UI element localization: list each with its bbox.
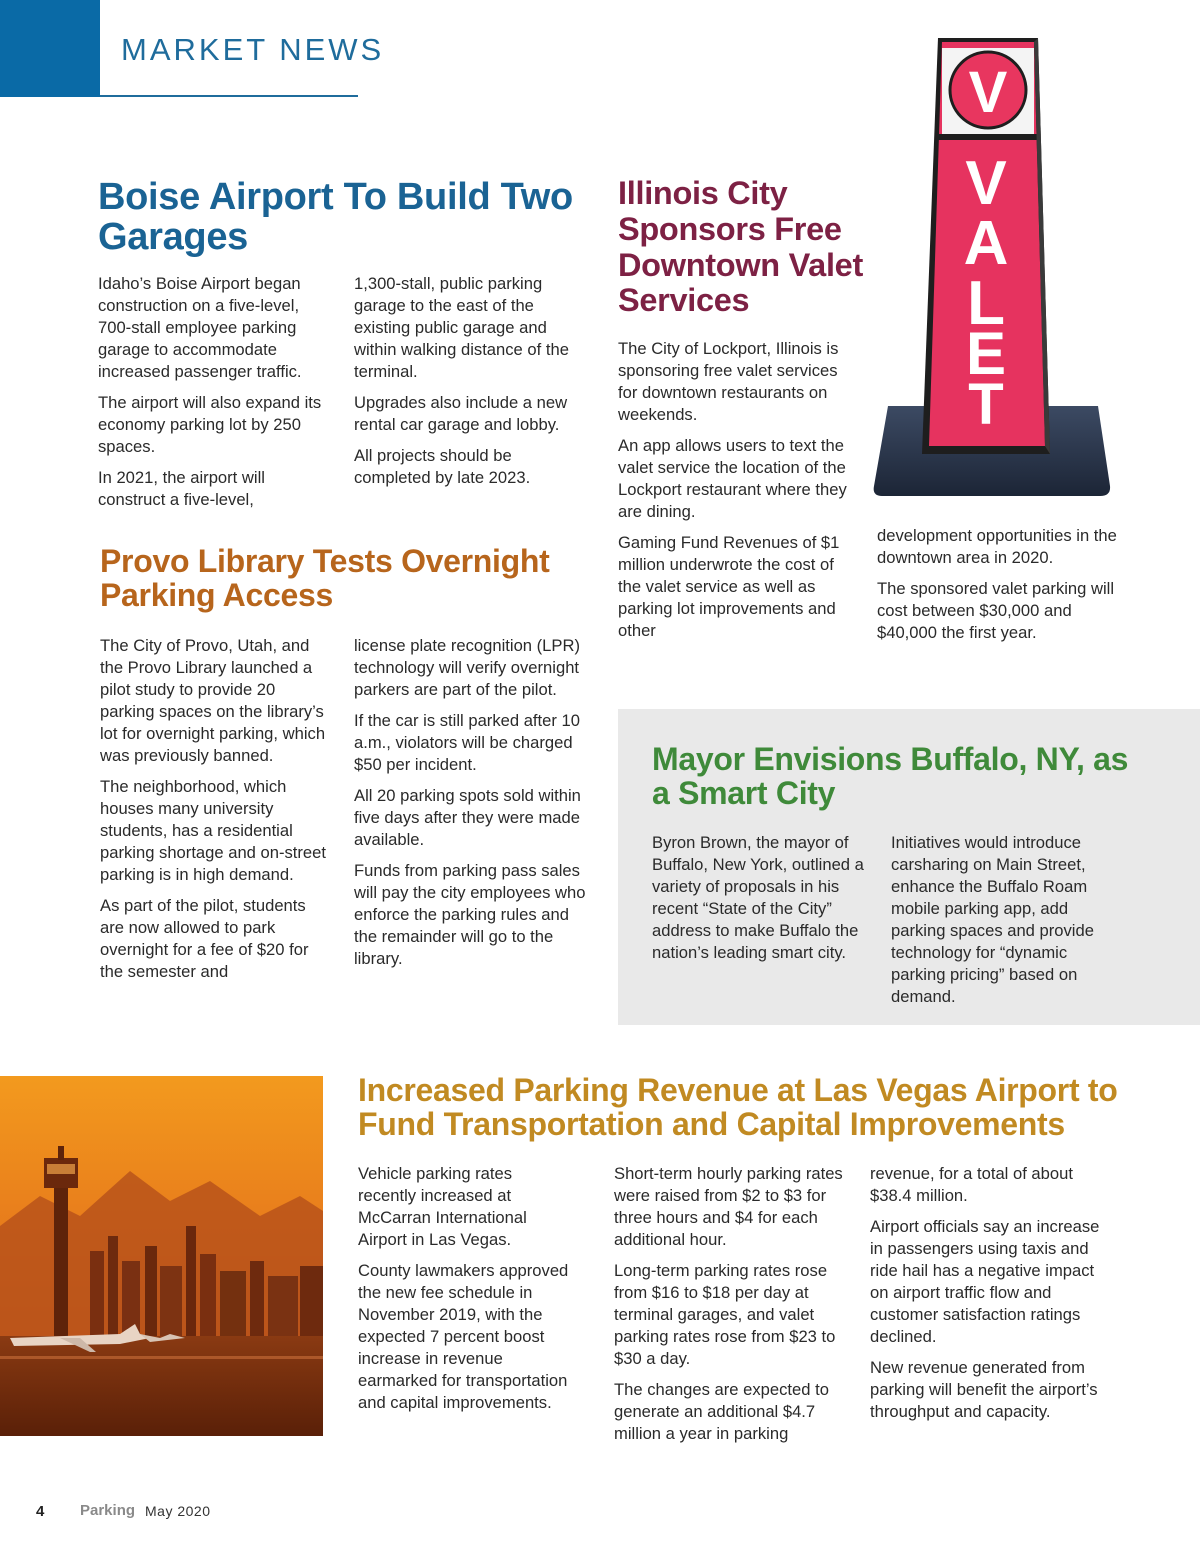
paragraph: 1,300-stall, public parking garage to the east of the existing public garage and within walking distance of the terminal.: [354, 274, 569, 381]
paragraph: license plate recognition (LPR) technology will verify overnight parkers are part of the pilot.: [354, 636, 580, 699]
paragraph: Upgrades also include a new rental car garage and lobby.: [354, 393, 568, 434]
lasvegas-column-1: [358, 1163, 570, 1423]
magazine-name: Parking: [80, 1502, 136, 1519]
paragraph: As part of the pilot, students are now allowed to park overnight for a fee of $20 for the semester and: [100, 896, 309, 981]
paragraph: Byron Brown, the mayor of Buffalo, New York, outlined a variety of proposals in his recent “State of the City” address to make Buffalo the nation’s leading smart city.: [652, 833, 864, 962]
illinois-column-1: [618, 338, 852, 651]
sign-letter: V: [968, 60, 1008, 125]
paragraph: development opportunities in the downtown area in 2020.: [877, 526, 1117, 567]
lasvegas-column-3: [870, 1163, 1106, 1432]
paragraph: The changes are expected to generate an additional $4.7 million a year in parking: [614, 1380, 829, 1443]
sign-letter: A: [963, 209, 1009, 278]
valet-sign-photo: [868, 34, 1118, 504]
paragraph: In 2021, the airport will construct a five-level,: [98, 468, 265, 509]
paragraph: County lawmakers approved the new fee schedule in November 2019, with the expected 7 percent boost increase in revenue earmarked for transportation and capital improvements.: [358, 1261, 569, 1412]
sign-letter: E: [965, 320, 1007, 387]
boise-headline: Boise Airport To Build Two Garages: [98, 176, 573, 258]
paragraph: revenue, for a total of about $38.4 million.: [870, 1164, 1073, 1205]
illinois-headline: Illinois City Sponsors Free Downtown Valet Services: [618, 175, 863, 319]
paragraph: All projects should be completed by late 2023.: [354, 446, 531, 487]
lasvegas-column-2: [614, 1163, 850, 1454]
buffalo-headline: Mayor Envisions Buffalo, NY, as a Smart City: [652, 741, 1129, 811]
paragraph: All 20 parking spots sold within five days after they were made available.: [354, 786, 581, 849]
paragraph: The sponsored valet parking will cost between $30,000 and $40,000 the first year.: [877, 579, 1115, 642]
paragraph: New revenue generated from parking will benefit the airport’s throughput and capacity.: [870, 1358, 1098, 1421]
paragraph: The airport will also expand its economy parking lot by 250 spaces.: [98, 393, 322, 456]
paragraph: Idaho’s Boise Airport began construction on a five-level, 700-stall employee parking garage to accommodate increased passenger traffic.: [98, 274, 302, 381]
paragraph: Long-term parking rates rose from $16 to $18 per day at terminal garages, and valet parking rates rose from $23 to $30 a day.: [614, 1261, 836, 1368]
paragraph: Vehicle parking rates recently increased at McCarran International Airport in Las Vegas.: [358, 1164, 527, 1249]
buffalo-column-2: [891, 832, 1121, 1017]
paragraph: An app allows users to text the valet service the location of the Lockport restaurant where they are dining.: [618, 436, 847, 521]
page-number: 4: [36, 1503, 45, 1520]
sign-letter: L: [967, 269, 1005, 338]
section-color-tab: [0, 0, 100, 97]
boise-column-2: [354, 273, 588, 498]
paragraph: The City of Provo, Utah, and the Provo Library launched a pilot study to provide 20 parking spaces on the library’s lot for overnight parking, which was previously banned.: [100, 636, 326, 765]
provo-headline: Provo Library Tests Overnight Parking Access: [100, 543, 550, 613]
paragraph: Gaming Fund Revenues of $1 million underwrote the cost of the valet service as well as parking lot improvements and other: [618, 533, 840, 640]
provo-column-2: [354, 635, 588, 979]
provo-column-1: [100, 635, 334, 992]
section-label: MARKET NEWS: [121, 32, 385, 67]
issue-date: May 2020: [145, 1503, 211, 1519]
paragraph: Airport officials say an increase in passengers using taxis and ride hail has a negative impact on airport traffic flow and customer satisfaction ratings declined.: [870, 1217, 1100, 1346]
paragraph: The City of Lockport, Illinois is sponsoring free valet services for downtown restaurants on weekends.: [618, 339, 839, 424]
boise-column-1: [98, 273, 330, 520]
paragraph: Initiatives would introduce carsharing on Main Street, enhance the Buffalo Roam mobile parking app, add parking spaces and provide technology for “dynamic parking pricing” based on demand.: [891, 833, 1094, 1006]
sign-letter: V: [965, 149, 1007, 218]
paragraph: Funds from parking pass sales will pay the city employees who enforce the parking rules and the remainder will go to the library.: [354, 861, 586, 968]
sign-letter: T: [968, 372, 1004, 437]
illinois-column-2: [877, 525, 1117, 653]
paragraph: Short-term hourly parking rates were raised from $2 to $3 for three hours and $4 for each additional hour.: [614, 1164, 843, 1249]
lasvegas-headline: Increased Parking Revenue at Las Vegas Airport to Fund Transportation and Capital Improvements: [358, 1072, 1118, 1142]
section-rule: [100, 95, 358, 97]
buffalo-column-1: [652, 832, 866, 973]
las-vegas-airport-photo: [0, 1076, 323, 1436]
paragraph: If the car is still parked after 10 a.m., violators will be charged $50 per incident.: [354, 711, 580, 774]
paragraph: The neighborhood, which houses many university students, has a residential parking shortage and on-street parking is in high demand.: [100, 777, 327, 884]
